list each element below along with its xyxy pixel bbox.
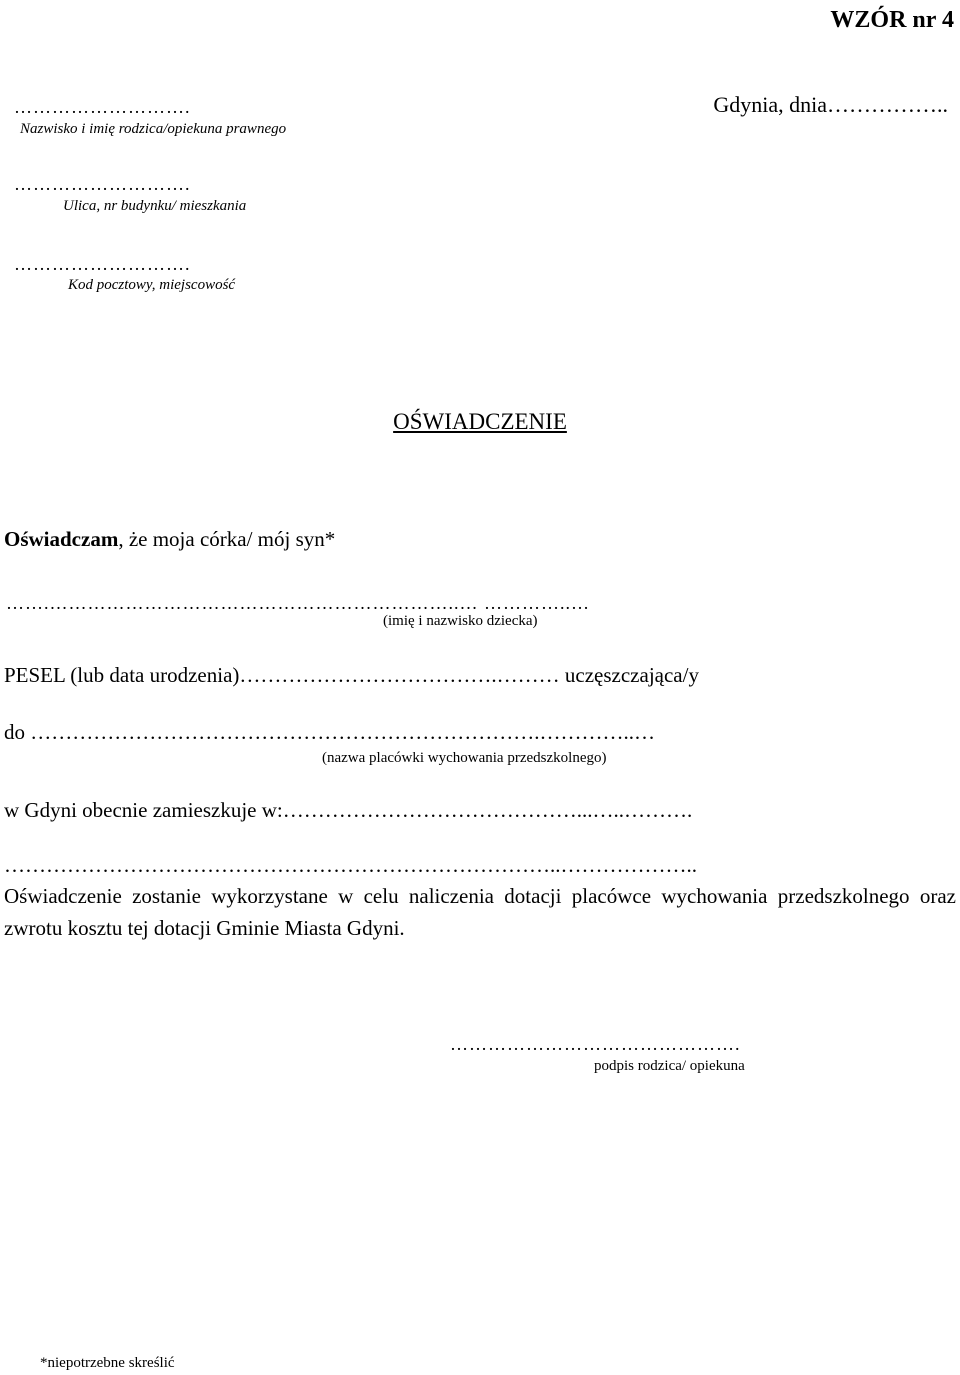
declaration-text: Oświadczenie zostanie wykorzystane w celu naliczenia dotacji placówce wychowania przedszkolnego oraz zwrotu kosztu tej dotacji Gminie Miasta Gdyni. bbox=[4, 884, 956, 940]
child-name-caption: (imię i nazwisko dziecka) bbox=[383, 613, 538, 629]
facility-line: do ……………………………………………………………….…………..… bbox=[4, 720, 655, 744]
residence-line: w Gdyni obecnie zamieszkuje w:……………………………………...…..………. bbox=[4, 798, 693, 822]
residence-continuation: ……………………………………………………………………..……………….. bbox=[4, 853, 697, 877]
signature-caption: podpis rodzica/ opiekuna bbox=[594, 1058, 745, 1074]
pesel-line: PESEL (lub data urodzenia)……………………………….……… uczęszczająca/y bbox=[4, 663, 699, 687]
parent-name-field: ………………………. bbox=[14, 97, 191, 117]
footnote: *niepotrzebne skreślić bbox=[40, 1355, 175, 1371]
place-date: Gdynia, dnia…………….. bbox=[713, 92, 948, 117]
signature-field: ………………………………………. bbox=[450, 1034, 741, 1054]
street-caption: Ulica, nr budynku/ mieszkania bbox=[63, 198, 247, 214]
form-number-label: WZÓR nr 4 bbox=[830, 7, 954, 33]
statement-intro bbox=[4, 529, 335, 550]
parent-name-caption: Nazwisko i imię rodzica/opiekuna prawnego bbox=[20, 121, 287, 137]
child-name-field: …….………………………………………………………..… …………..… bbox=[6, 593, 590, 613]
document-title: OŚWIADCZENIE bbox=[393, 409, 567, 434]
facility-caption: (nazwa placówki wychowania przedszkolnego) bbox=[322, 750, 607, 766]
postal-caption: Kod pocztowy, miejscowość bbox=[68, 277, 236, 293]
street-field: ………………………. bbox=[14, 174, 191, 194]
statement-intro-bold: Oświadczam bbox=[4, 527, 119, 551]
statement-intro-rest: , że moja córka/ mój syn* bbox=[118, 527, 336, 551]
postal-field: ………………………. bbox=[14, 254, 191, 274]
